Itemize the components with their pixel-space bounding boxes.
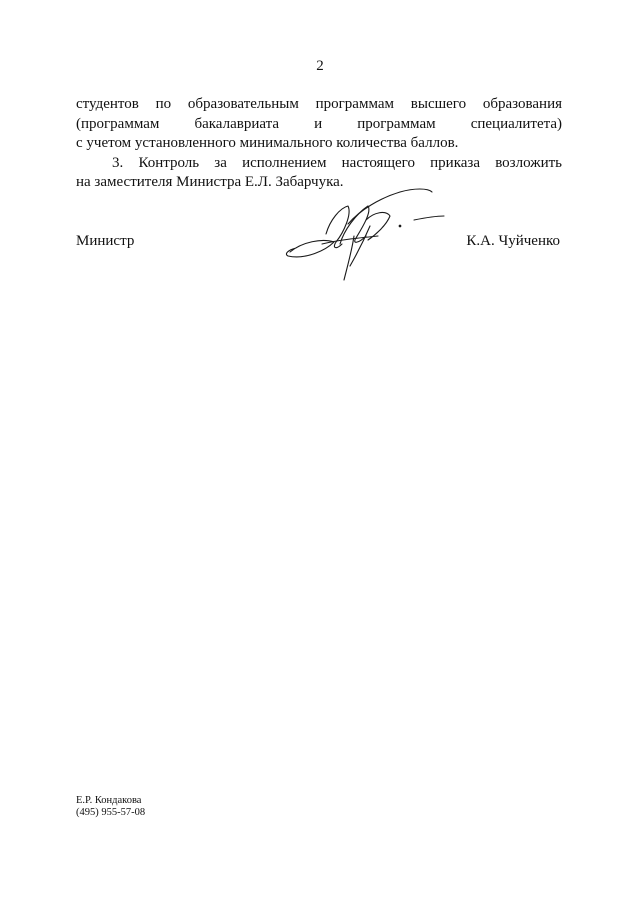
paragraph-2-line-2: на заместителя Министра Е.Л. Забарчука. [76, 174, 344, 190]
executor-info [76, 795, 145, 819]
paragraph-2-line-1: 3. Контроль за исполнением настоящего приказа возложить [112, 154, 562, 171]
paragraph-1-line-1: студентов по образовательным программам высшего образования [76, 96, 562, 112]
paragraph-1-line-2: (программам бакалавриата и программам специалитета) [76, 115, 562, 132]
executor-name: Е.Р. Кондакова [76, 795, 142, 806]
signatory-role: Министр [76, 233, 135, 249]
document-body [76, 95, 562, 193]
signatory-name: К.А. Чуйченко [466, 233, 560, 249]
executor-phone: (495) 955-57-08 [76, 807, 146, 818]
paragraph-1-line-3: с учетом установленного минимального количества баллов. [76, 135, 459, 151]
handwritten-signature [282, 180, 450, 288]
page-number: 2 [316, 58, 324, 74]
